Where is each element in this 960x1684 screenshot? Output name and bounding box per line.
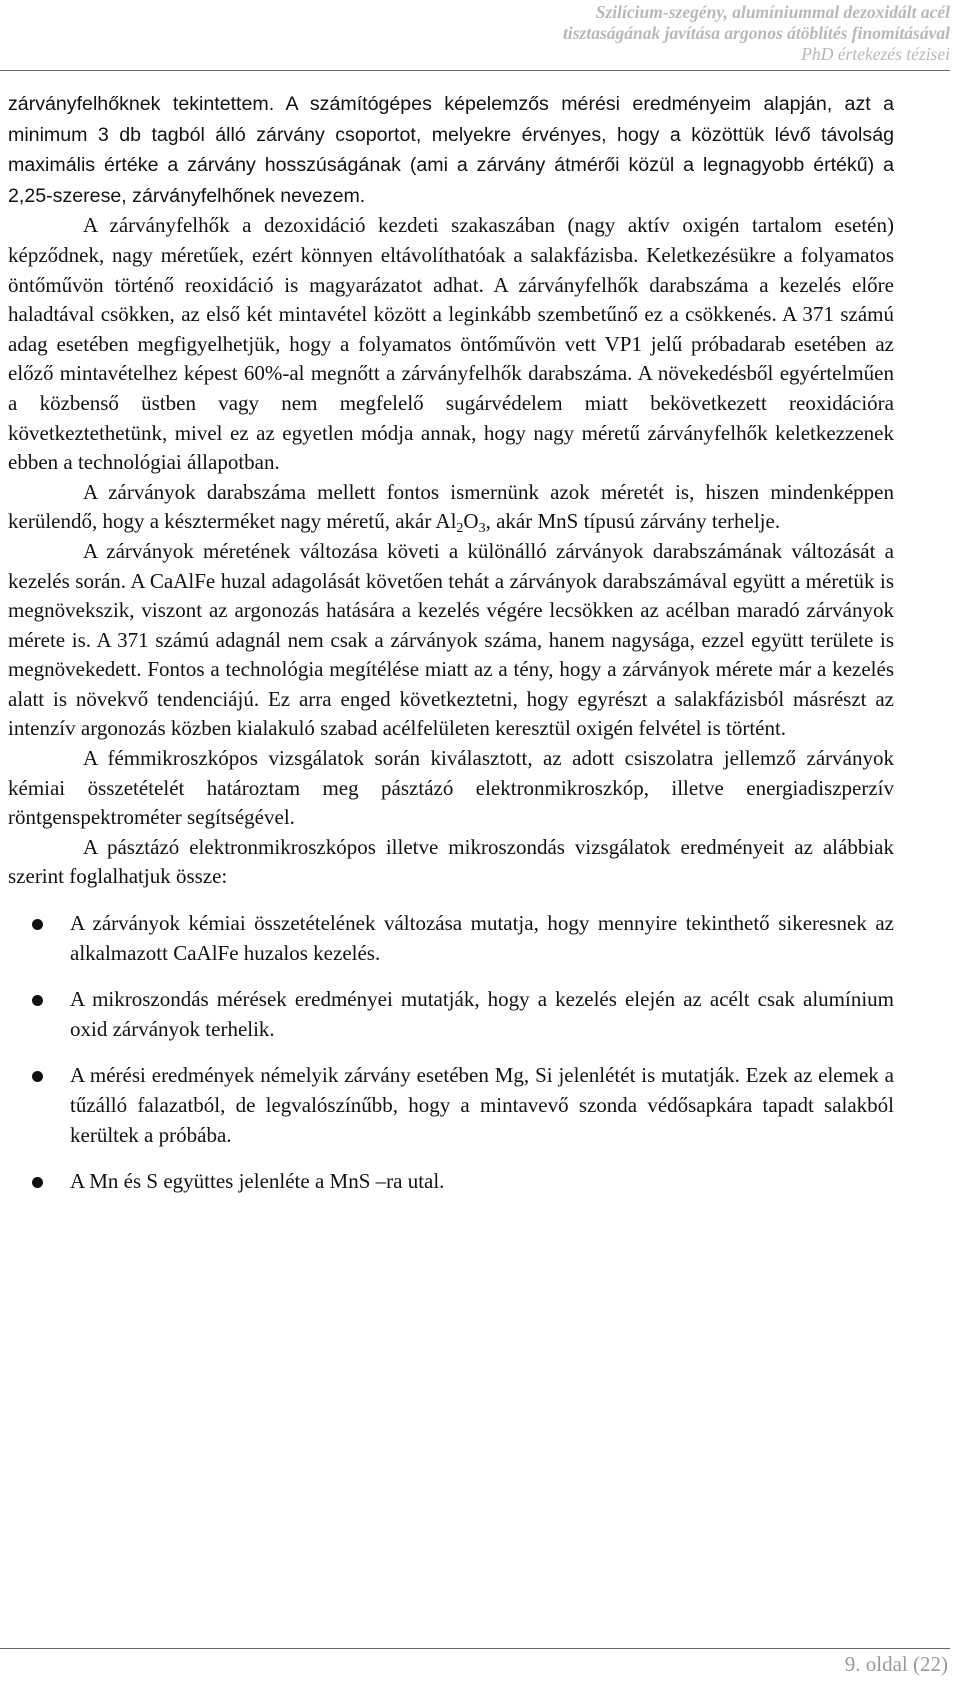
page-number: 9. oldal (22) (844, 1652, 948, 1676)
list-item: A Mn és S együttes jelenléte a MnS –ra utal. (8, 1167, 894, 1197)
paragraph-1-rest: A számítógépes képelemzős mérési eredményeim alapján, azt a minimum 3 db tagból álló zárvány csoportot, melyekre érvényes, hogy a közöttük lévő távolság maximális értéke a zárvány hosszúságának (ami a zárvány átmérői közül a legnagyobb értékű) a 2,25-szerese, zárványfelhőnek nevezem. (8, 93, 894, 207)
document-body (8, 89, 894, 1214)
paragraph-3 (8, 478, 894, 537)
header-subtitle: PhD értekezés tézisei (801, 44, 950, 64)
paragraph-3-text-a: A zárványok darabszáma mellett fontos ismernünk azok méretét is, hiszen mindenképpen kerülendő, hogy a készterméket nagy méretű, akár Al (8, 479, 894, 534)
header-title-line-2: tisztaságának javítása argonos átöblítés finomításával (563, 23, 950, 43)
subscript-3: 3 (478, 521, 486, 537)
header-title-line-1: Szilícium-szegény, alumíniummal dezoxidált acél (595, 2, 950, 22)
paragraph-3-text-b: O (463, 509, 479, 534)
running-header (563, 2, 950, 65)
paragraph-6: A pásztázó elektronmikroszkópos illetve mikroszondás vizsgálatok eredményeit az alábbiak szerint foglalhatjuk össze: (8, 834, 894, 889)
findings-list (8, 909, 894, 1197)
subscript-2: 2 (456, 521, 464, 537)
paragraph-5: A fémmikroszkópos vizsgálatok során kiválasztott, az adott csiszolatra jellemző zárványok kémiai összetételét határoztam meg pásztázó elektronmikroszkóp, illetve energiadiszperzív röntgenspektrométer segítségével. (8, 746, 894, 830)
paragraph-3-text-c: , akár MnS típusú zárvány terhelje. (485, 509, 781, 534)
list-item: A mérési eredmények némelyik zárvány esetében Mg, Si jelenlétét is mutatják. Ezek az elemek a tűzálló falazatból, de legvalószínűbb, hogy a mintavevő szonda védősapkára tapadt salakból kerültek a próbába. (8, 1061, 894, 1150)
paragraph-2: A zárványfelhők a dezoxidáció kezdeti szakaszában (nagy aktív oxigén tartalom esetén) képződnek, nagy méretűek, ezért könnyen eltávolíthatóak a salakfázisba. Keletkezésükre a folyamatos öntőművön történő reoxidáció is magyarázatot adhat. A zárványfelhők darabszáma a kezelés előre haladtával csökken, az első két mintavétel között a leginkább szembetűnő ez a csökkenés. A 371 számú adag esetében megfigyelhetjük, hogy a folyamatos öntőművön vett VP1 jelű próbadarab esetében az előző mintavételhez képest 60%-al megnőtt a zárványfelhők darabszáma. A növekedésből egyértelműen a közbenső üstben vagy nem megfelelő sugárvédelem miatt bekövetkezett reoxidációra következtethetünk, mivel ez az egyetlen módja annak, hogy nagy méretű zárványfelhők keletkezzenek ebben a technológiai állapotban. (8, 213, 894, 475)
header-rule (0, 70, 950, 71)
list-item: A zárványok kémiai összetételének változása mutatja, hogy mennyire tekinthető sikeresnek az alkalmazott CaAlFe huzalos kezelés. (8, 909, 894, 968)
paragraph-1 (8, 89, 894, 211)
paragraph-4: A zárványok méretének változása követi a különálló zárványok darabszámának változását a kezelés során. A CaAlFe huzal adagolását követően tehát a zárványok darabszámával együtt a méretük is megnövekszik, viszont az argonozás hatására a kezelés végére lecsökken az acélban maradó zárványok mérete is. A 371 számú adagnál nem csak a zárványok száma, hanem nagysága, ezzel együtt területe is megnövekedett. Fontos a technológia megítélése miatt az a tény, hogy a zárványok mérete már a kezelés alatt is növekvő tendenciájú. Ez arra enged következtetni, hogy egyrészt a salakfázisból másrészt az intenzív argonozás közben kialakuló szabad acélfelületen keresztül oxigén felvétel is történt. (8, 538, 894, 741)
footer-rule (0, 1648, 950, 1649)
paragraph-1-start: zárványfelhőknek tekintettem. (8, 93, 286, 115)
list-item: A mikroszondás mérések eredményei mutatják, hogy a kezelés elején az acélt csak alumínium oxid zárványok terhelik. (8, 985, 894, 1044)
